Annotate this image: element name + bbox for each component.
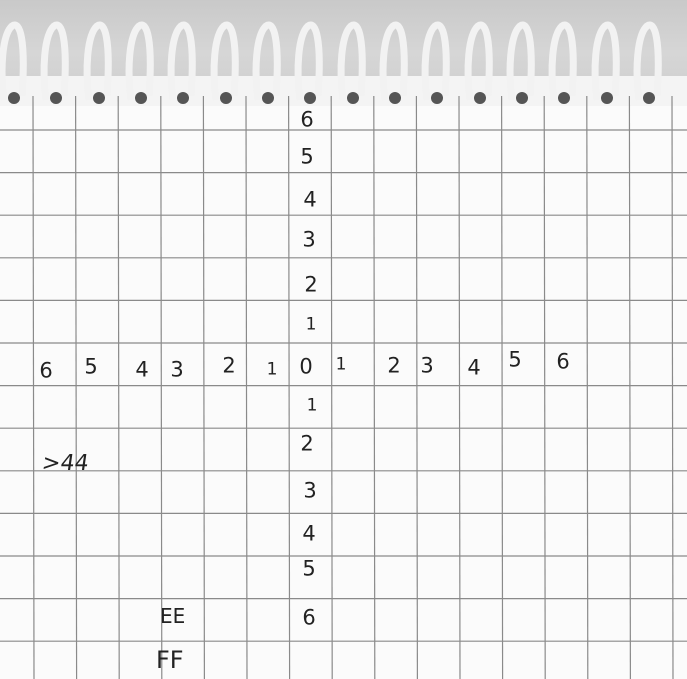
x-axis-label-neg-3: 3 xyxy=(170,357,184,382)
spiral-coil xyxy=(214,25,235,104)
x-axis-label-pos-1: 1 xyxy=(335,354,347,375)
y-axis-label-neg-4: 4 xyxy=(302,521,316,546)
graph-paper-grid xyxy=(0,96,687,679)
y-axis-label-pos-4: 4 xyxy=(303,187,317,212)
spiral-coil xyxy=(383,25,404,104)
y-axis-label-pos-2: 2 xyxy=(304,272,318,297)
grid-line-vertical xyxy=(459,96,460,679)
spiral-coil xyxy=(87,25,108,104)
grid-line-vertical xyxy=(33,96,34,679)
x-axis-label-neg-1: 1 xyxy=(266,359,278,380)
spiral-coil xyxy=(129,25,150,104)
x-axis-label-neg-5: 5 xyxy=(84,354,98,379)
y-axis-label-neg-1: 1 xyxy=(306,395,318,416)
bottom-note-line1: EE xyxy=(160,604,186,628)
grid-line-vertical xyxy=(76,96,77,679)
y-axis-label-neg-2: 2 xyxy=(300,431,314,456)
spiral-coil xyxy=(552,25,573,104)
grid-line-vertical xyxy=(672,96,673,679)
grid-line-vertical xyxy=(544,96,545,679)
x-axis-label-pos-4: 4 xyxy=(467,355,481,380)
spiral-coil xyxy=(44,25,65,104)
grid-line-vertical xyxy=(502,96,503,679)
spiral-coil xyxy=(468,25,489,104)
grid-line-vertical xyxy=(118,96,119,679)
x-axis-label-neg-6: 6 xyxy=(39,358,53,383)
y-axis-label-pos-5: 5 xyxy=(300,144,314,169)
spiral-coil xyxy=(637,25,658,104)
grid-line-vertical xyxy=(289,96,290,679)
y-axis-label-pos-1: 1 xyxy=(305,314,317,335)
x-axis-label-neg-4: 4 xyxy=(135,357,149,382)
spiral-coil xyxy=(2,25,23,104)
spiral-coil xyxy=(171,25,192,104)
grid-line-vertical xyxy=(203,96,204,679)
y-axis-label-neg-6: 6 xyxy=(302,605,316,630)
y-axis-label-pos-3: 3 xyxy=(302,227,316,252)
grid-line-vertical xyxy=(246,96,247,679)
spiral-coil xyxy=(298,25,319,104)
grid-line-vertical xyxy=(331,96,332,679)
origin-label: 0 xyxy=(299,354,313,379)
grid-line-vertical xyxy=(416,96,417,679)
x-axis-label-neg-2: 2 xyxy=(222,353,236,378)
side-note: >44 xyxy=(40,451,91,476)
spiral-coil xyxy=(595,25,616,104)
x-axis-label-pos-3: 3 xyxy=(420,353,434,378)
bottom-note-line2: FF xyxy=(156,646,184,674)
grid-line-vertical xyxy=(629,96,630,679)
y-axis-label-neg-3: 3 xyxy=(303,478,317,503)
grid-line-vertical xyxy=(374,96,375,679)
grid-line-vertical xyxy=(587,96,588,679)
spiral-coil xyxy=(341,25,362,104)
y-axis-label-neg-5: 5 xyxy=(302,556,316,581)
spiral-coil xyxy=(510,25,531,104)
spiral-coil xyxy=(256,25,277,104)
x-axis-label-pos-5: 5 xyxy=(508,347,522,372)
spiral-coil xyxy=(425,25,446,104)
x-axis-label-pos-2: 2 xyxy=(387,353,401,378)
spiral-coils xyxy=(0,0,687,110)
x-axis-label-pos-6: 6 xyxy=(556,349,570,374)
y-axis-label-pos-6: 6 xyxy=(300,107,314,132)
grid-line-vertical xyxy=(161,96,162,679)
